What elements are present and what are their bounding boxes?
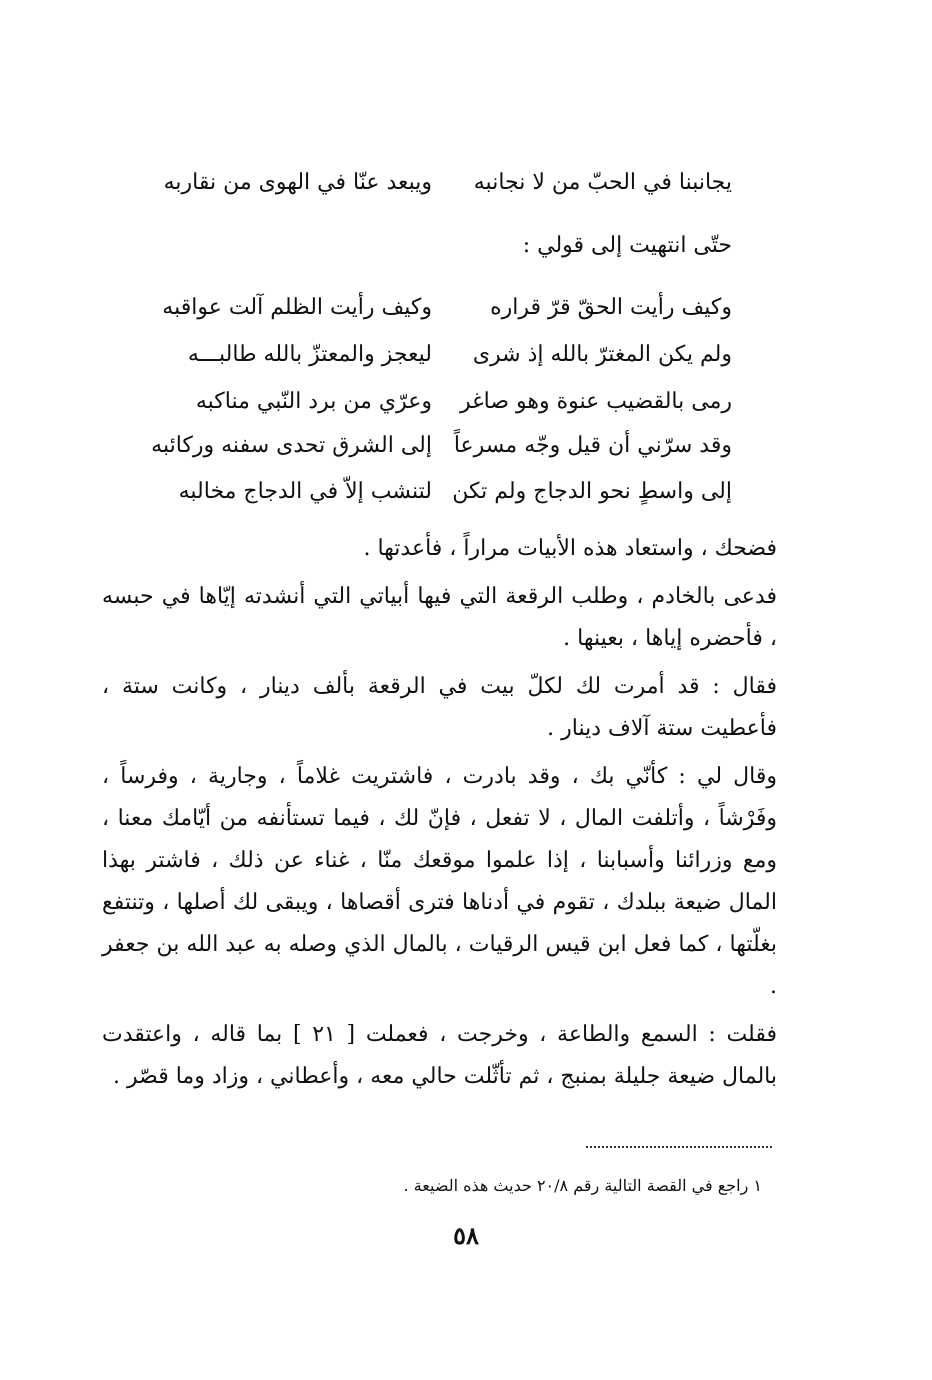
paragraph: فقال : قد أمرت لك لكلّ بيت في الرقعة بألف دينار ، وكانت ستة ، فأعطيت ستة آلاف دينار . [102, 674, 777, 741]
page-number: ٥٨ [453, 1221, 479, 1250]
verse-first-hemistich: ولم يكن المغترّ بالله إذ شرى [472, 342, 732, 367]
poem-verse [152, 472, 732, 512]
poem-verse [152, 288, 732, 328]
poem-verse [152, 382, 732, 422]
verse-first-hemistich: إلى واسطٍ نحو الدجاج ولم تكن [452, 479, 732, 504]
verse-second-hemistich: إلى الشرق تحدى سفنه وركائبه [151, 433, 432, 458]
intro-line: حتّى انتهيت إلى قولي : [522, 233, 732, 258]
verse-first-hemistich: وقد سرّني أن قيل وجّه مسرعاً [453, 433, 732, 458]
verse-second-hemistich: وكيف رأيت الظلم آلت عواقبه [162, 295, 432, 320]
poem-verse [152, 335, 732, 375]
verse-second-hemistich: لتنشب إلاّ في الدجاج مخالبه [178, 479, 432, 504]
footnote-divider [586, 1146, 772, 1148]
paragraph: فقلت : السمع والطاعة ، وخرجت ، فعملت [ ٢١ ] بما قاله ، واعتقدت بالمال ضيعة جليلة بمنبج ، ثم تأثّلت حالي معه ، وأعطاني ، وزاد وما قصّر . [102, 1022, 777, 1089]
verse-first-hemistich: وكيف رأيت الحقّ قرّ قراره [490, 295, 732, 320]
verse-second-hemistich: وعرّي من برد النّبي مناكبه [195, 389, 432, 414]
verse-first-hemistich: رمى بالقضيب عنوة وهو صاغر [460, 389, 732, 414]
paragraph: فضحك ، واستعاد هذه الأبيات مراراً ، فأعدتها . [363, 536, 777, 561]
prose-body [102, 528, 777, 1104]
verse-first-hemistich: يجانبنا في الحبّ من لا نجانبه [473, 170, 732, 195]
footnote: ١ راجع في القصة التالية رقم ٢٠/٨ حديث هذه الضيعة . [403, 1176, 762, 1195]
paragraph: فدعى بالخادم ، وطلب الرقعة التي فيها أبياتي التي أنشدته إيّاها في حبسه ، فأحضره إياها ، بعينها . [102, 584, 777, 651]
paragraph: وقال لي : كأنّي بك ، وقد بادرت ، فاشتريت غلاماً ، وجارية ، وفرساً ، وفَرْشاً ، وأتلفت المال ، لا تفعل ، فإنّ لك ، فيما تستأنفه من أيّامك معنا ، ومع وزرائنا وأسبابنا ، إذا علموا موقعك منّا ، غناء عن ذلك ، فاشتر بهذا المال ضيعة ببلدك ، تقوم في أدناها فترى أقصاها ، ويبقى لك أصلها ، وتنتفع بغلّتها ، كما فعل ابن قيس الرقيات ، بالمال الذي وصله به عبد الله بن جعفر . [102, 764, 777, 999]
poem-verse [152, 426, 732, 466]
verse-second-hemistich: ليعجز والمعتزّ بالله طالبـــه [187, 342, 432, 367]
verse-second-hemistich: ويبعد عنّا في الهوى من نقاربه [163, 170, 432, 195]
opening-verse [152, 163, 732, 203]
